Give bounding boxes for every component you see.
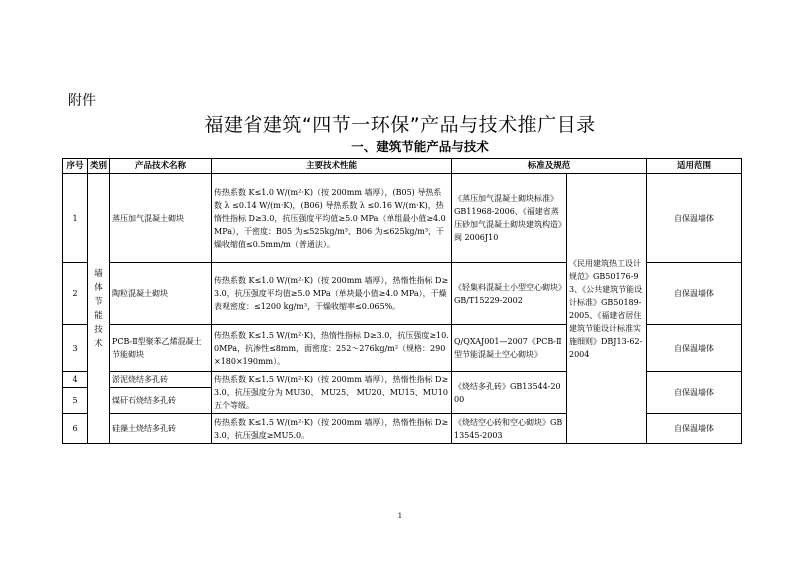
category-label: 墙体节能技术 [94, 268, 103, 349]
header-row [63, 159, 742, 174]
standard-text: 《蒸压加气混凝土砌块标准》 GB11968-2006、《福建省蒸压砂加气混凝土砌块建筑构造》闽 2006J10 [452, 174, 567, 263]
scope-text: 自保温墙体 [647, 372, 742, 414]
attachment-label: 附件 [68, 93, 96, 109]
row-no: 1 [63, 174, 88, 263]
scope-text: 自保温墙体 [647, 325, 742, 372]
header-scope: 适用范围 [647, 159, 742, 174]
page-number: 1 [397, 512, 403, 520]
performance-text: 传热系数 K≤1.5 W/(m²·K)（按 200mm 墙厚），热惰性指标 D≥3.0，抗压强度≥MU5.0。 [212, 414, 452, 444]
standard-text: 《烧结空心砖和空心砌块》GB13545-2003 [452, 414, 567, 444]
header-performance: 主要技术性能 [212, 159, 452, 174]
shared-standard-text: 《民用建筑热工设计规范》GB50176-93、《公共建筑节能设计标准》GB50189-2005、《福建省居住建筑节能设计标准实施细则》DBJ13-62-2004 [567, 174, 647, 444]
category-cell [88, 174, 110, 444]
product-name: 陶粒混凝土砌块 [110, 263, 212, 325]
product-name: 淤泥烧结多孔砖 [110, 372, 212, 388]
header-name: 产品技术名称 [110, 159, 212, 174]
product-name: 硅藻土烧结多孔砖 [110, 414, 212, 444]
product-name: PCB-Ⅱ型聚苯乙烯混凝土节能砌块 [110, 325, 212, 372]
header-standard: 标准及规范 [452, 159, 647, 174]
header-no: 序号 [63, 159, 88, 174]
row-no: 3 [63, 325, 88, 372]
document-title: 福建省建筑“四节一环保”产品与技术推广目录 [204, 114, 596, 136]
standard-text: 《烧结多孔砖》GB13544-2000 [452, 372, 567, 414]
table-row [63, 174, 742, 263]
performance-text: 传热系数 K≤1.0 W/(m²·K)（按 200mm 墙厚），(B05) 导热系数 λ ≤0.14 W/(m·K)，(B06) 导热系数 λ ≤0.16 W/(m·K)，热惰性指标 D≥3.0，抗压强度平均值≥5.0 MPa（单组最小值≥4.0 MPa），干密度：B05 为≤525kg/m³、B06 为≤625kg/m³，干燥收缩值≤0.5mm/m（普通法）。 [212, 174, 452, 263]
product-name: 煤矸石烧结多孔砖 [110, 388, 212, 414]
row-no: 2 [63, 263, 88, 325]
standard-text: Q/QXAJ001—2007《PCB-Ⅱ型节能混凝土空心砌块》 [452, 325, 567, 372]
scope-text: 自保温墙体 [647, 414, 742, 444]
row-no: 5 [63, 388, 88, 414]
performance-text: 传热系数 K≤1.0 W/(m²·K)（按 200mm 墙厚），热惰性指标 D≥3.0，抗压强度平均值≥5.0 MPa（单块最小值≥4.0 MPa），干燥表观密度：≤1200 kg/m³，干燥收缩率≤0.065%。 [212, 263, 452, 325]
performance-text: 传热系数 K≤1.5 W/(m²·K)（按 200mm 墙厚），热惰性指标 D≥3.0，抗压强度分为 MU30、 MU25、 MU20、MU15、MU10 五个等级。 [212, 372, 452, 414]
performance-text: 传热系数 K≤1.5 W/(m²·K)，热惰性指标 D≥3.0，抗压强度≥10.0MPa，抗渗性≤8mm，面密度：252～276kg/m²（规格：290×180×190mm）。 [212, 325, 452, 372]
row-no: 4 [63, 372, 88, 388]
scope-text: 自保温墙体 [647, 174, 742, 263]
catalog-table [62, 158, 742, 444]
header-category: 类别 [88, 159, 110, 174]
section-subtitle: 一、建筑节能产品与技术 [351, 139, 489, 154]
scope-text: 自保温墙体 [647, 263, 742, 325]
product-name: 蒸压加气混凝土砌块 [110, 174, 212, 263]
standard-text: 《轻集料混凝土小型空心砌块》GB/T15229-2002 [452, 263, 567, 325]
row-no: 6 [63, 414, 88, 444]
